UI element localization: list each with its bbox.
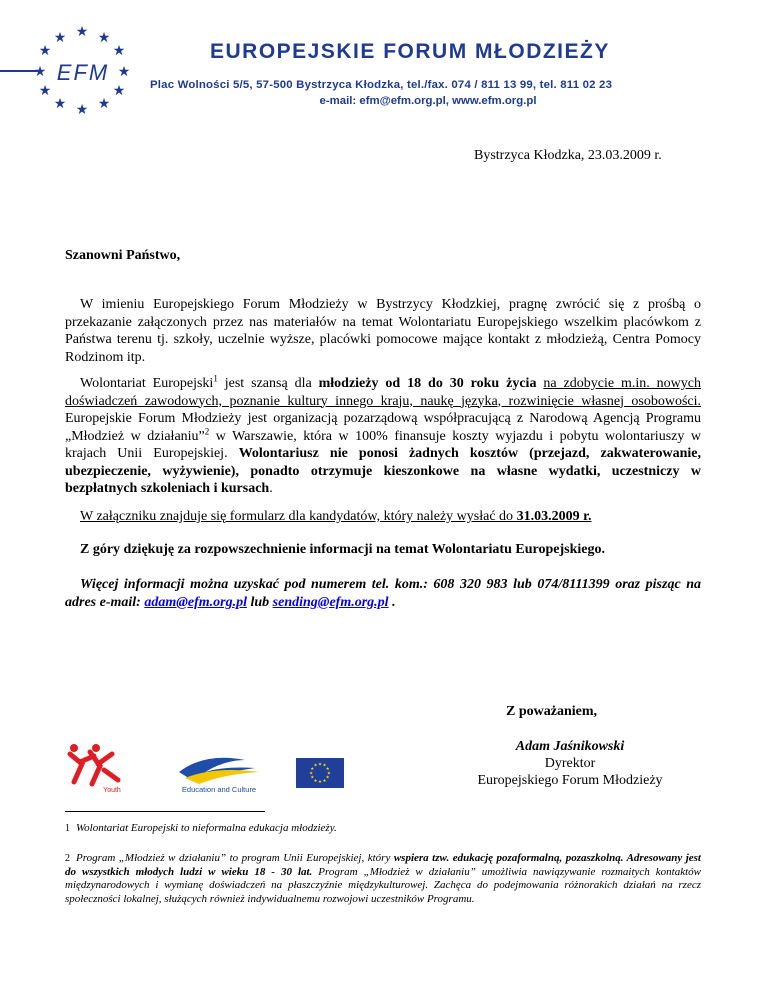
education-culture-logo (175, 748, 263, 795)
p5-text: . (388, 594, 396, 610)
p2-text: . (269, 481, 273, 496)
footnote-text: Wolontariat Europejski to nieformalna edukacja młodzieży. (76, 822, 337, 834)
svg-text:★: ★ (310, 766, 315, 772)
salutation: Szanowni Państwo, (65, 248, 181, 263)
youth-figures-icon (70, 752, 118, 784)
signature-block (440, 738, 700, 789)
closing: Z poważaniem, (506, 704, 597, 719)
email-link-sending[interactable]: sending@efm.org.pl (272, 594, 389, 610)
p2-text: Wolontariat Europejski (80, 376, 214, 391)
svg-text:★: ★ (313, 778, 318, 784)
svg-text:★: ★ (112, 84, 126, 99)
deadline-date: 31.03.2009 r. (516, 509, 592, 524)
svg-text:★: ★ (75, 103, 89, 118)
email-line: e-mail: efm@efm.org.pl, www.efm.org.pl (319, 95, 537, 107)
footnote-number: 2 (65, 853, 70, 864)
eu-flag-icon (296, 758, 344, 788)
svg-text:★: ★ (38, 44, 52, 59)
svg-text:★: ★ (117, 65, 131, 80)
footnote-text: Program „Młodzież w działaniu” to program Unii Europejskiej, który (76, 852, 394, 864)
svg-text:★: ★ (53, 97, 67, 112)
p2-text: jest szansą dla (217, 376, 319, 391)
youth-label: Youth (103, 787, 121, 794)
swoosh-icon (179, 758, 259, 784)
p2-text: w Warszawie, która w 100% finansuje koszty wyjazdu i pobytu wolontariuszy w krajach Unii Europejskiej. (65, 428, 701, 461)
svg-text:★: ★ (112, 44, 126, 59)
org-name: EUROPEJSKIE FORUM MŁODZIEŻY (210, 40, 610, 63)
p2-text: Europejskie Forum Młodzieży jest organizacją pozarządową współpracującą z Narodową Agencją Programu „Młodzież w działaniu” (65, 411, 701, 444)
paragraph-3 (80, 509, 592, 525)
youth-programme-logo (60, 740, 130, 795)
footnote-1 (65, 822, 701, 836)
svg-text:★: ★ (309, 771, 314, 777)
footnote-ref-1: 1 (213, 373, 218, 384)
footnote-separator (65, 811, 265, 812)
signer-org: Europejskiego Forum Młodzieży (477, 773, 663, 788)
footnote-number: 1 (65, 823, 70, 834)
p3-text: W załączniku znajduje się formularz dla kandydatów, który należy wysłać do (80, 509, 517, 524)
svg-text:★: ★ (317, 780, 323, 786)
email-link-adam[interactable]: adam@efm.org.pl (144, 594, 247, 610)
footnote-text: Program „Młodzież w działaniu” umożliwia nawiązywanie rozmaitych kontaktów międzynarodowych i wymianę doświadczeń na płaszczyźnie międzykulturowej. Zachęca do podejmowania różnorakich działań na rzecz społeczności lokalnej, służących również indywidualnemu rozwojowi uczestników Programu. (65, 865, 702, 905)
svg-text:★: ★ (322, 778, 327, 784)
paragraph-5 (65, 576, 701, 611)
svg-text:★: ★ (325, 775, 330, 781)
svg-text:★: ★ (326, 771, 331, 777)
svg-text:★: ★ (53, 31, 67, 46)
svg-text:★: ★ (33, 65, 47, 80)
svg-text:★: ★ (317, 762, 323, 768)
signer-title: Dyrektor (544, 756, 596, 771)
logo-text: EFM (56, 60, 110, 85)
p2-underlined: na zdobycie m.in. nowych doświadczeń zawodowych, poznanie kultury innego kraju, naukę języka, rozwinięcie własnej osobowości. (65, 376, 702, 409)
svg-text:★: ★ (97, 31, 111, 46)
paragraph-1-text: W imieniu Europejskiego Forum Młodzieży w Bystrzycy Kłodzkiej, pragnę zwrócić się z prośbą o przekazanie załączonych przez nas materiałów na temat Wolontariatu Europejskiego wszelkim placówkom z Państwa terenu tj. szkoły, uczelnie wyższe, placówki pomocowe mające kontakt z młodzieżą, Centra Pomocy Rodzinom itp. (65, 297, 701, 365)
p2-bold: Wolontariusz nie ponosi żadnych kosztów (przejazd, zakwaterowanie, ubezpieczenie, wyżywienie), ponadto otrzymuje kieszonkowe na własne wydatki, uczestniczy w bezpłatnych szkoleniach i kursach (65, 446, 701, 496)
footnote-bold: wspiera tzw. edukację pozaformalną, pozaszkolną. Adresowany jest do wszystkich młodych ludzi w wieku 18 - 30 lat. (65, 852, 701, 878)
svg-text:★: ★ (313, 763, 318, 769)
p2-bold: młodzieży od 18 do 30 roku życia (318, 376, 537, 391)
paragraph-1 (65, 296, 701, 366)
svg-text:★: ★ (325, 766, 330, 772)
footnote-ref-2: 2 (204, 425, 210, 436)
paragraph-2 (65, 375, 701, 498)
paragraph-4: Z góry dziękuję za rozpowszechnienie informacji na temat Wolontariatu Europejskiego. (80, 542, 605, 557)
eac-label: Education and Culture (181, 785, 257, 794)
svg-text:★: ★ (310, 775, 315, 781)
letter-date: Bystrzyca Kłodzka, 23.03.2009 r. (474, 148, 662, 163)
svg-text:★: ★ (38, 84, 52, 99)
p5-text: Więcej informacji można uzyskać pod numerem tel. kom.: 608 320 983 lub 074/8111399 oraz pisząc na adres e-mail: (65, 577, 701, 610)
address-line: Plac Wolności 5/5, 57-500 Bystrzyca Kłodzka, tel./fax. 074 / 811 13 99, tel. 811 02 23 (150, 79, 613, 91)
svg-text:★: ★ (75, 25, 89, 40)
svg-text:★: ★ (97, 97, 111, 112)
footnote-2 (65, 852, 701, 906)
signer-name: Adam Jaśnikowski (515, 739, 625, 754)
p5-text: lub (246, 594, 273, 610)
svg-text:★: ★ (322, 763, 327, 769)
